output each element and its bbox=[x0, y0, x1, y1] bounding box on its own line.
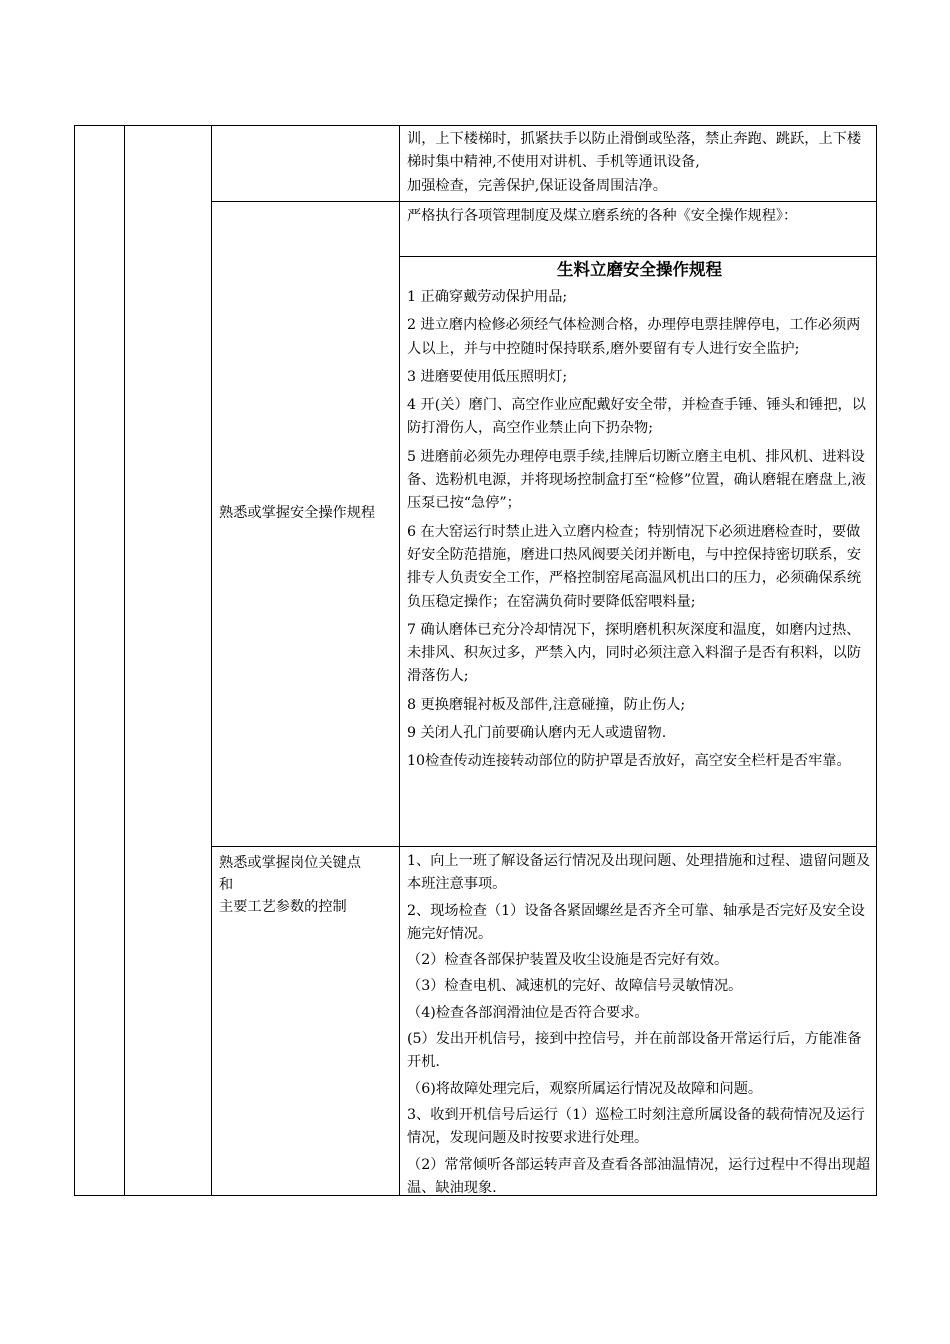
list-item: （2）检查各部保护装置及收尘设施是否完好有效。 bbox=[407, 952, 729, 969]
list-item: 4 开(关）磨门、高空作业应配戴好安全带，并检查手锤、锤头和锤把，以防打滑伤人，高空作业禁止向下扔杂物; bbox=[407, 397, 866, 437]
row3-label bbox=[219, 852, 394, 918]
list-item: （2）常常倾听各部运转声音及查看各部油温情况，运行过程中不得出现超温、缺油现象. bbox=[407, 1156, 871, 1196]
list-item: 7 确认磨体已充分冷却情况下，探明磨机积灰深度和温度，如磨内过热、未排风、积灰过多，严禁入内，同时必须注意入料溜子是否有积料，以防滑落伤人; bbox=[407, 621, 862, 685]
row3-label-line: 主要工艺参数的控制 bbox=[219, 899, 347, 915]
list-item: （3）检查电机、减速机的完好、故障信号灵敏情况。 bbox=[407, 978, 743, 995]
list-item: (5）发出开机信号，接到中控信号，并在前部设备开常运行后，方能准备开机. bbox=[407, 1031, 862, 1071]
row1-text: 加强检查，完善保护,保证设备周围洁净。 bbox=[407, 177, 667, 194]
section-title: 生料立磨安全操作规程 bbox=[557, 260, 722, 279]
list-item: 5 进磨前必须先办理停电票手续,挂牌后切断立磨主电机、排风机、进料设备、选粉机电源，并将现场控制盒打至“检修”位置，确认磨辊在磨盘上,液压泵已按“急停”； bbox=[407, 448, 866, 512]
list-item: 1、向上一班了解设备运行情况及出现问题、处理措施和过程、遗留问题及本班注意事项。 bbox=[407, 853, 871, 893]
row3-label-line: 和 bbox=[219, 877, 234, 893]
row1-content bbox=[407, 128, 872, 198]
row2-intro: 严格执行各项管理制度及煤立磨系统的各种《安全操作规程》： bbox=[407, 208, 798, 224]
list-item: 3、收到开机信号后运行（1）巡检工时刻注意所属设备的载荷情况及运行情况，发现问题及时按要求进行处理。 bbox=[407, 1106, 865, 1147]
row1-text: 训，上下楼梯时，抓紧扶手以防止滑倒或坠落，禁止奔跑、跳跃，上下楼梯时集中精神,不使用对讲机、手机等通讯设备, bbox=[407, 131, 862, 171]
list-item: 1 正确穿戴劳动保护用品; bbox=[407, 289, 568, 305]
list-item: 9 关闭人孔门前要确认磨内无人或遗留物. bbox=[407, 725, 667, 742]
list-item: 10检查传动连接转动部位的防护罩是否放好，高空安全栏杆是否牢靠。 bbox=[407, 753, 851, 770]
list-item: （4)检查各部润滑油位是否符合要求。 bbox=[407, 1004, 649, 1021]
list-item: 3 进磨要使用低压照明灯; bbox=[407, 368, 568, 385]
row2-content bbox=[407, 254, 872, 774]
row3-content bbox=[407, 850, 872, 1200]
list-item: （6)将故障处理完后，观察所属运行情况及故障和问题。 bbox=[407, 1080, 763, 1097]
column-divider bbox=[399, 126, 400, 1195]
column-divider bbox=[124, 126, 125, 1195]
row-divider bbox=[211, 846, 876, 847]
row2-label: 熟悉或掌握安全操作规程 bbox=[219, 505, 376, 521]
list-item: 2 进立磨内检修必须经气体检测合格，办理停电票挂牌停电，工作必须两人以上，并与中控随时保持联系,磨外要留有专人进行安全监护; bbox=[407, 317, 861, 357]
row3-label-line: 熟悉或掌握岗位关键点 bbox=[219, 855, 361, 871]
table bbox=[74, 125, 877, 1196]
list-item: 8 更换磨辊衬板及部件,注意碰撞，防止伤人; bbox=[407, 696, 686, 713]
list-item: 2、现场检查（1）设备各紧固螺丝是否齐全可靠、轴承是否完好及安全设施完好情况。 bbox=[407, 902, 865, 942]
list-item: 6 在大窑运行时禁止进入立磨内检查；特别情况下必须进磨检查时，要做好安全防范措施，磨进口热风阀要关闭并断电，与中控保持密切联系，安排专人负责安全工作，严格控制窑尾高温风机出口的压力，必须确保系统负压稳定操作；在窑满负荷时要降低窑喂料量; bbox=[407, 523, 862, 610]
column-divider bbox=[211, 126, 212, 1195]
row-divider bbox=[211, 201, 876, 202]
